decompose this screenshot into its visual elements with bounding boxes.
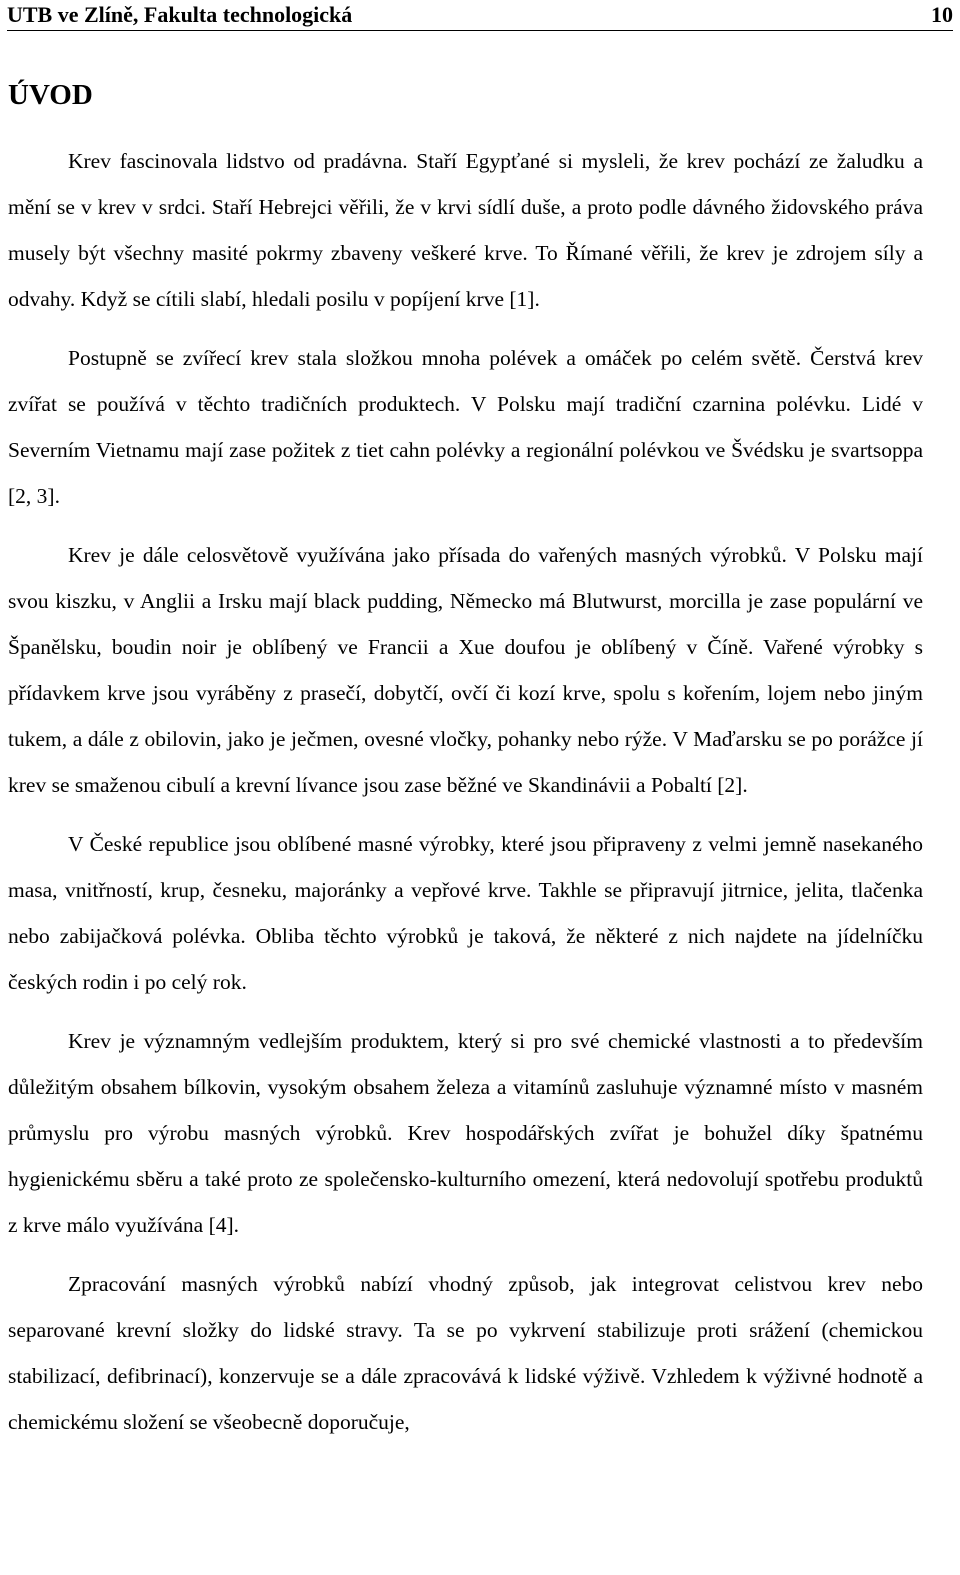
paragraph: V České republice jsou oblíbené masné výrobky, které jsou připraveny z velmi jemně nasekaného masa, vnitřností, krup, česneku, majoránky a vepřové krve. Takhle se připravují jitrnice, jelita, tlačenka nebo zabijačková polévka. Obliba těchto výrobků je taková, že některé z nich najdete na jídelníčku českých rodin i po celý rok. [8, 832, 923, 994]
paragraph: Krev je významným vedlejším produktem, který si pro své chemické vlastnosti a to především důležitým obsahem bílkovin, vysokým obsahem železa a vitamínů zasluhuje významné místo v masném průmyslu pro výrobu masných výrobků. Krev hospodářských zvířat je bohužel díky špatnému hygienickému sběru a také proto ze společensko-kulturního omezení, která nedovolují spotřebu produktů z krve málo využívána [4]. [8, 1029, 923, 1237]
document-body [8, 138, 923, 1445]
header-title: UTB ve Zlíně, Fakulta technologická [7, 2, 353, 27]
paragraph: Zpracování masných výrobků nabízí vhodný způsob, jak integrovat celistvou krev nebo separované krevní složky do lidské stravy. Ta se po vykrvení stabilizuje proti srážení (chemickou stabilizací, defibrinací), konzervuje se a dále zpracovává k lidské výživě. Vzhledem k výživné hodnotě a chemickému složení se všeobecně doporučuje, [8, 1272, 923, 1434]
paragraph: Krev fascinovala lidstvo od pradávna. Staří Egypťané si mysleli, že krev pochází ze žaludku a mění se v krev v srdci. Staří Hebrejci věřili, že v krvi sídlí duše, a proto podle dávného židovského práva musely být všechny masité pokrmy zbaveny veškeré krve. To Římané věřili, že krev je zdrojem síly a odvahy. Když se cítili slabí, hledali posilu v popíjení krve [1]. [8, 149, 923, 311]
paragraph: Postupně se zvířecí krev stala složkou mnoha polévek a omáček po celém světě. Čerstvá krev zvířat se používá v těchto tradičních produktech. V Polsku mají tradiční czarnina polévku. Lidé v Severním Vietnamu mají zase požitek z tiet cahn polévky a regionální polévkou ve Švédsku je svartsoppa [2, 3]. [8, 346, 923, 508]
paragraph: Krev je dále celosvětově využívána jako přísada do vařených masných výrobků. V Polsku mají svou kiszku, v Anglii a Irsku mají black pudding, Německo má Blutwurst, morcilla je zase populární ve Španělsku, boudin noir je oblíbený ve Francii a Xue doufou je oblíbený v Číně. Vařené výrobky s přídavkem krve jsou vyráběny z prasečí, dobytčí, ovčí či kozí krve, spolu s kořením, lojem nebo jiným tukem, a dále z obilovin, jako je ječmen, ovesné vločky, pohanky nebo rýže. V Maďarsku se po porážce jí krev se smaženou cibulí a krevní lívance jsou zase běžné ve Skandinávii a Pobaltí [2]. [8, 543, 923, 797]
section-heading: ÚVOD [8, 79, 93, 111]
page-header [7, 0, 953, 31]
page-number: 10 [931, 2, 953, 27]
